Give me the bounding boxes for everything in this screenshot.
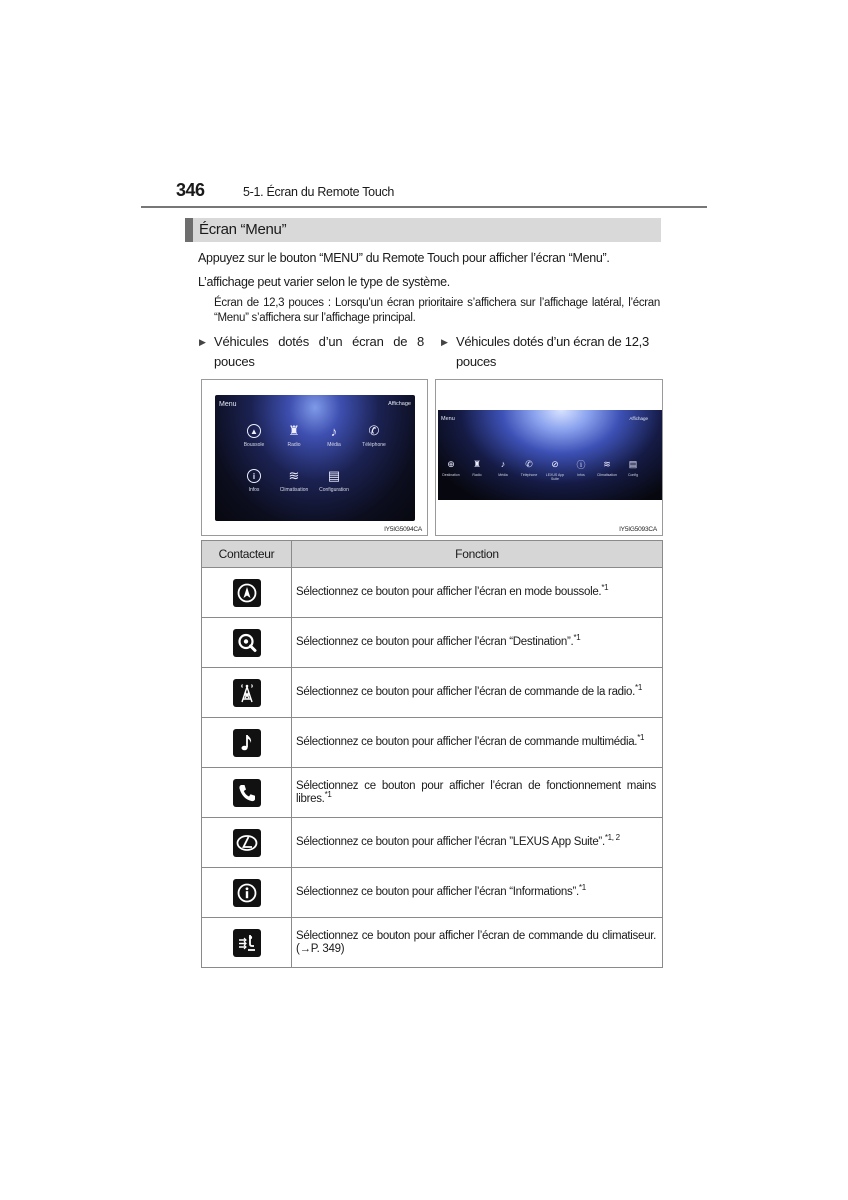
menu-item-label: Configuration — [319, 487, 349, 493]
menu-screen-12-inch — [438, 410, 662, 500]
menu-item-label: Média — [498, 473, 508, 477]
function-text: Sélectionnez ce bouton pour afficher l’écran “Informations”. — [296, 886, 579, 898]
bullet-12-inch: Véhicules dotés d’un écran de 12,3 pouces — [456, 334, 649, 369]
info-icon: ⓘ — [576, 459, 586, 470]
menu-screen-8-inch — [215, 395, 415, 521]
function-table — [201, 540, 663, 968]
header-divider — [141, 206, 707, 208]
screen-size-note: Écran de 12,3 pouces : Lorsqu’un écran prioritaire s’affichera sur l’affichage latéral, l’écran “Menu” s’affichera sur l’affichage principal. — [214, 297, 660, 324]
figure-caption: IY5IG5094CA — [384, 526, 422, 533]
table-row — [202, 768, 663, 818]
phone-icon: ✆ — [525, 458, 533, 469]
menu-item-label: Config — [627, 473, 639, 477]
page-number: 346 — [176, 180, 205, 200]
menu-item-label: Téléphone — [520, 473, 538, 477]
section-heading — [185, 218, 661, 242]
bullet-8-inch: Véhicules dotés d’un écran de 8 pouces — [214, 334, 424, 369]
table-row — [202, 668, 663, 718]
lexus-logo-icon — [233, 829, 261, 857]
table-row — [202, 818, 663, 868]
menu-item-label: LEXUS App Suite — [545, 473, 565, 481]
compass-icon: ▲ — [245, 422, 263, 440]
display-status: Affichage — [388, 401, 411, 407]
table-row — [202, 918, 663, 968]
function-text: Sélectionnez ce bouton pour afficher l’écran de commande multimédia. — [296, 736, 638, 748]
menu-item-label: Radio — [287, 442, 301, 448]
menu-screen-title: Menu — [219, 401, 237, 408]
settings-icon: ▤ — [628, 458, 638, 469]
menu-item-label: Boussole — [243, 442, 265, 448]
radio-tower-icon — [233, 679, 261, 707]
footnote-marker: *1 — [573, 633, 581, 643]
screenshot-12-inch — [435, 379, 663, 536]
climate-icon — [233, 929, 261, 957]
music-note-icon — [233, 729, 261, 757]
compass-icon — [233, 579, 261, 607]
menu-item-label: Infos — [577, 473, 585, 477]
bullet-arrow-icon: ▶ — [199, 337, 206, 347]
table-row — [202, 568, 663, 618]
climate-icon: ≋ — [603, 458, 611, 469]
lexus-logo-icon: ⊘ — [551, 458, 559, 469]
footnote-marker: *1 — [324, 789, 332, 799]
display-status: Affichage — [629, 416, 648, 421]
function-text: Sélectionnez ce bouton pour afficher l’écran de commande du climatiseur. (→P. 349) — [296, 929, 656, 955]
section-title: Écran “Menu” — [199, 221, 287, 238]
info-icon — [233, 879, 261, 907]
radio-tower-icon: ♜ — [472, 458, 482, 469]
footnote-marker: *1, 2 — [604, 833, 620, 843]
menu-item-label: Climatisation — [596, 473, 618, 477]
menu-item-label: Radio — [472, 473, 482, 477]
menu-item-label: Destination — [442, 473, 460, 477]
menu-item-label: Climatisation — [279, 487, 309, 493]
intro-paragraph: Appuyez sur le bouton “MENU” du Remote Touch pour afficher l’écran “Menu”. — [198, 251, 610, 265]
phone-icon: ✆ — [368, 423, 380, 438]
screenshot-8-inch — [201, 379, 428, 536]
function-text: Sélectionnez ce bouton pour afficher l’écran en mode boussole. — [296, 586, 602, 598]
function-text: Sélectionnez ce bouton pour afficher l’écran de fonctionnement mains libres. — [296, 779, 656, 805]
menu-item-label: Téléphone — [362, 442, 386, 448]
chapter-title: 5-1. Écran du Remote Touch — [243, 185, 395, 199]
footnote-marker: *1 — [601, 583, 609, 593]
radio-tower-icon: ♜ — [288, 423, 300, 438]
display-variation-note: L’affichage peut varier selon le type de système. — [198, 275, 450, 289]
column-header-function: Fonction — [292, 541, 663, 568]
table-row — [202, 868, 663, 918]
menu-item-label: Infos — [248, 487, 260, 493]
menu-screen-title: Menu — [441, 416, 455, 422]
table-row — [202, 618, 663, 668]
phone-icon — [233, 779, 261, 807]
function-text: Sélectionnez ce bouton pour afficher l’écran “Destination”. — [296, 636, 574, 648]
column-header-switch: Contacteur — [202, 541, 292, 568]
menu-item-label: Média — [327, 442, 341, 448]
footnote-marker: *1 — [635, 683, 642, 693]
table-header-row — [202, 541, 663, 568]
destination-icon: ⊕ — [447, 458, 455, 469]
figure-caption: IY5IG5093CA — [619, 526, 657, 533]
table-row — [202, 718, 663, 768]
bullet-arrow-icon: ▶ — [441, 337, 448, 347]
settings-icon: ▤ — [327, 468, 341, 483]
music-note-icon: ♪ — [500, 459, 506, 469]
destination-icon — [233, 629, 261, 657]
footnote-marker: *1 — [578, 883, 586, 893]
function-text: Sélectionnez ce bouton pour afficher l’écran ”LEXUS App Suite”. — [296, 836, 605, 848]
music-note-icon: ♪ — [330, 423, 338, 439]
function-text: Sélectionnez ce bouton pour afficher l’écran de commande de la radio. — [296, 686, 636, 698]
footnote-marker: *1 — [637, 733, 645, 743]
info-icon: i — [245, 467, 263, 485]
climate-icon: ≋ — [288, 468, 300, 483]
